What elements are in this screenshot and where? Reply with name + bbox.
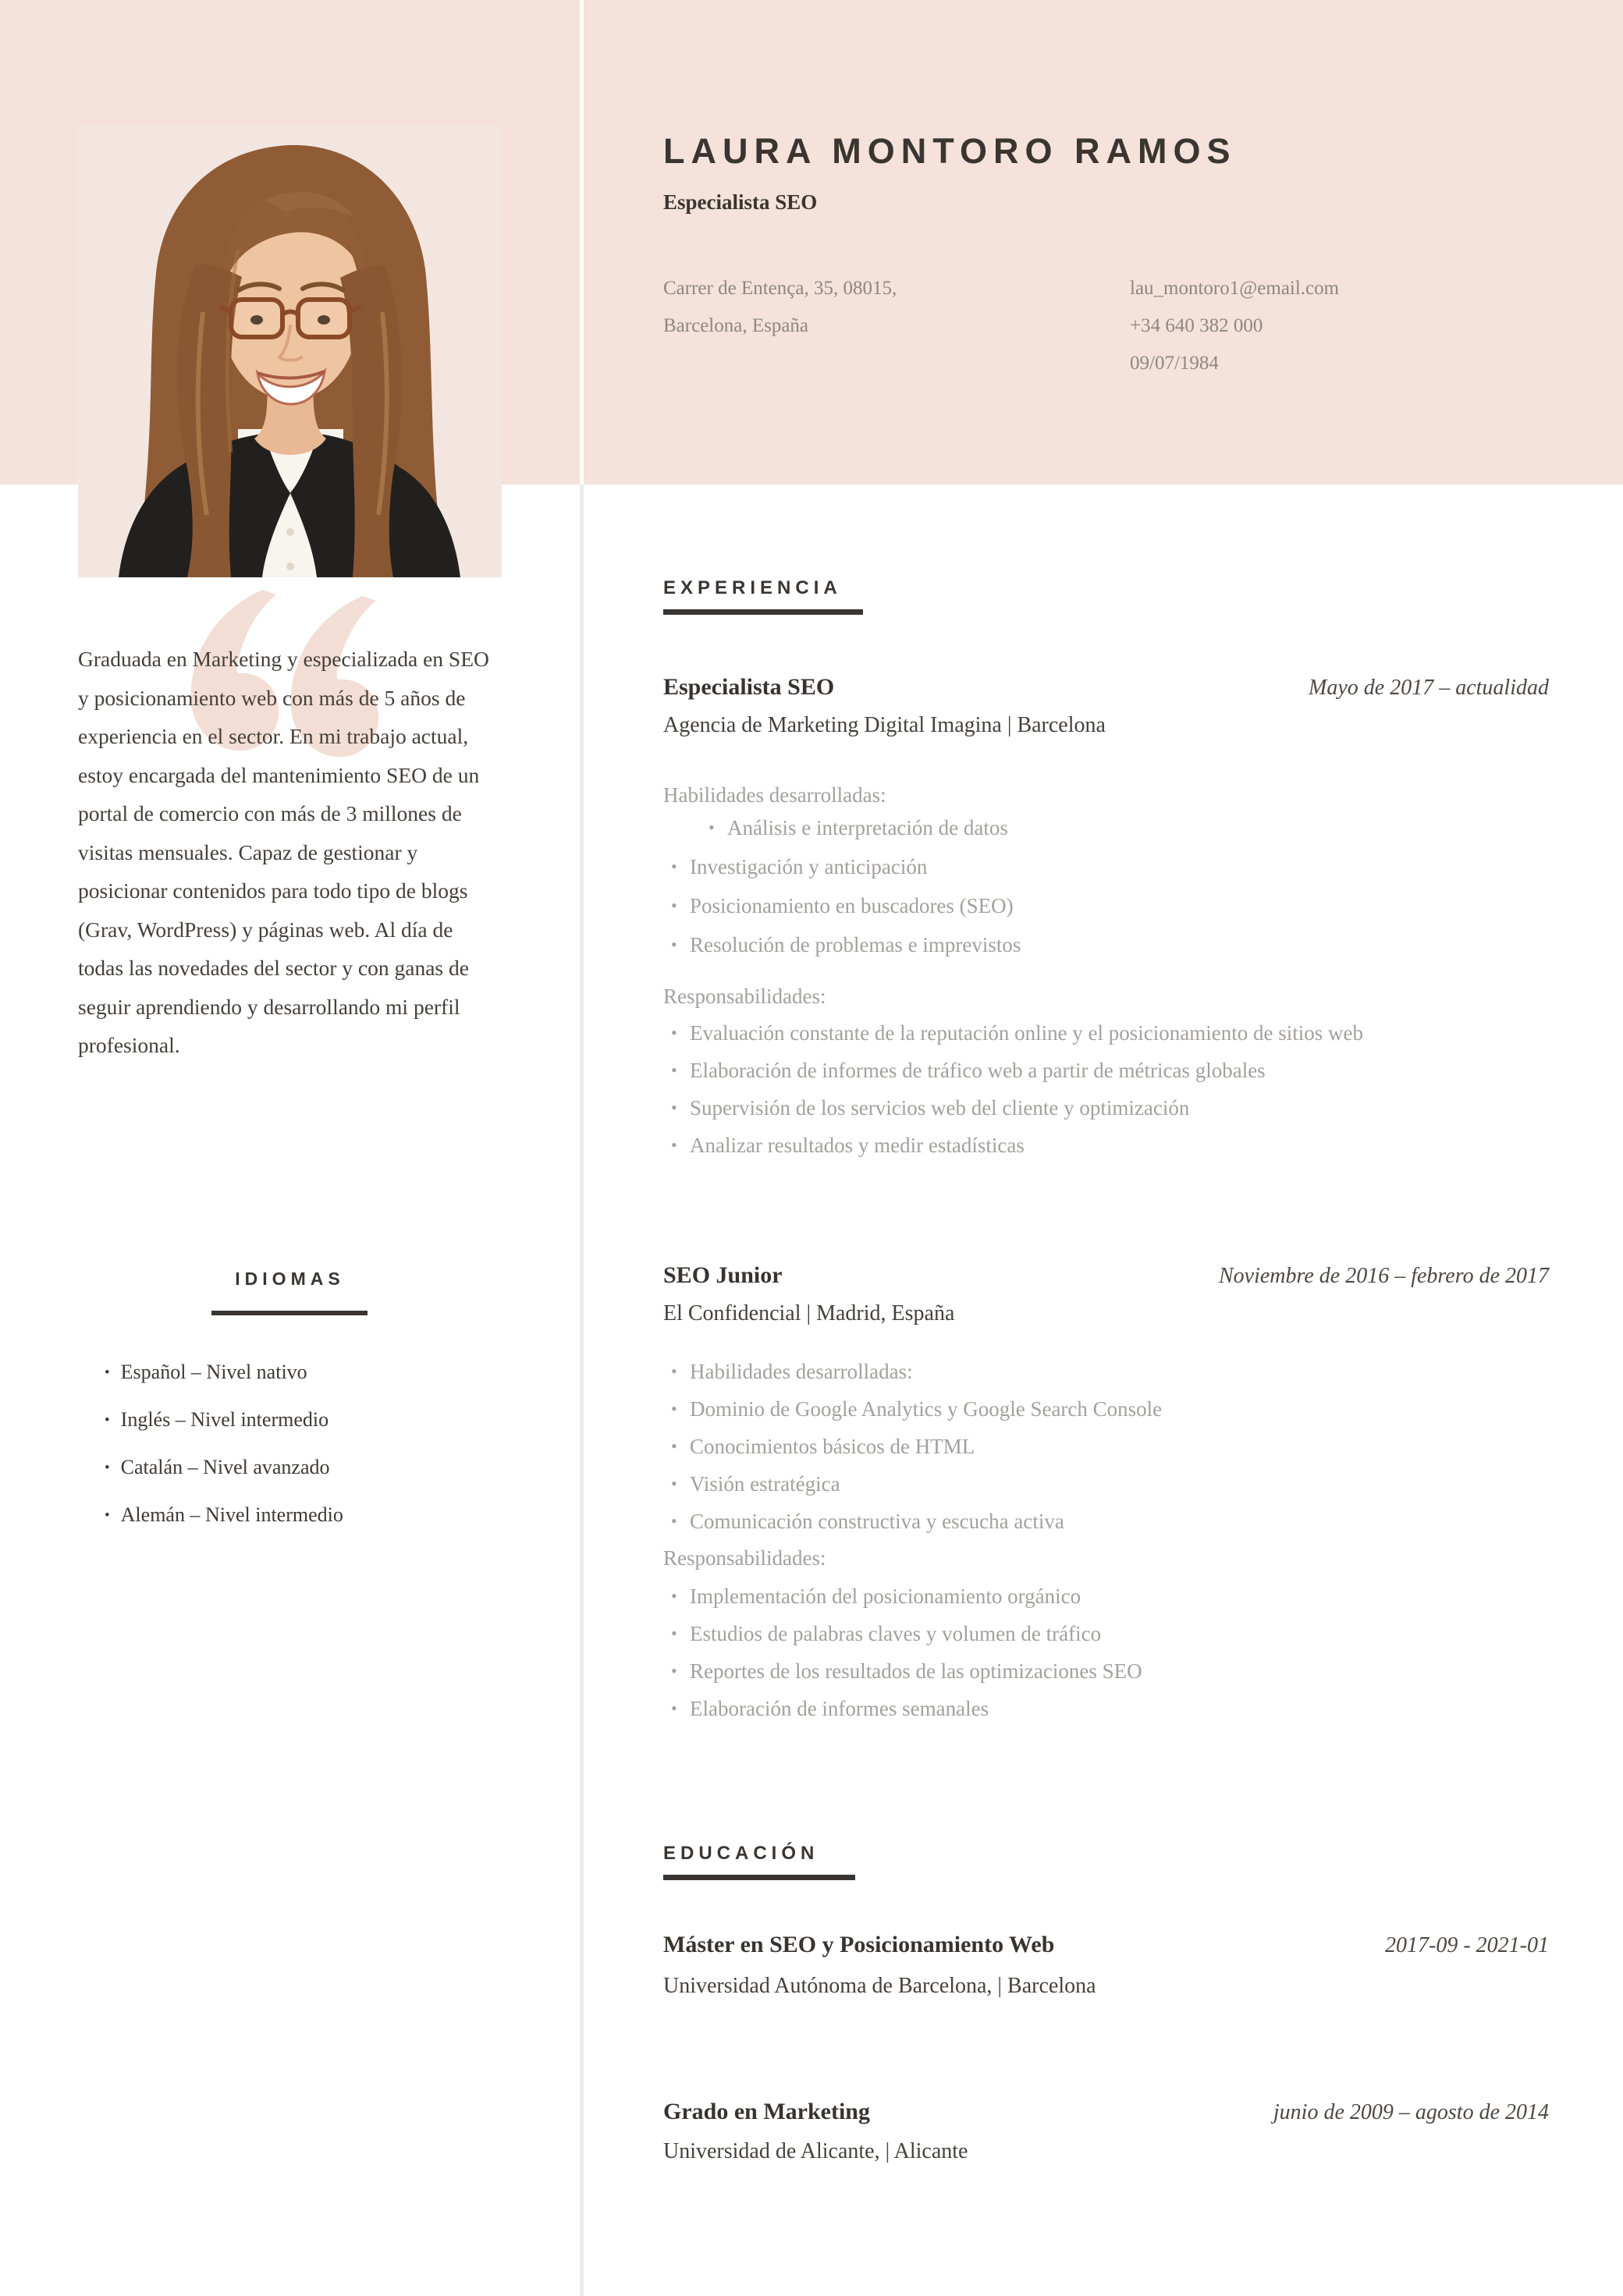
bullet-icon: • bbox=[671, 1060, 677, 1080]
section-underline-educacion bbox=[663, 1875, 855, 1880]
degree-title: Grado en Marketing bbox=[663, 2099, 870, 2124]
bullet-icon: • bbox=[671, 857, 677, 876]
job-company: El Confidencial | Madrid, España bbox=[663, 1301, 955, 1325]
bullet-icon: • bbox=[671, 1624, 677, 1643]
job-title-row bbox=[663, 674, 1549, 701]
bullet-icon: • bbox=[671, 1023, 677, 1042]
responsibilities-label: Responsabilidades: bbox=[663, 985, 826, 1008]
contact-block bbox=[1130, 270, 1551, 382]
bullet-icon: • bbox=[671, 896, 677, 915]
list-item-skill: • Dominio de Google Analytics y Google Search Console bbox=[663, 1390, 1549, 1428]
bullet-icon: • bbox=[671, 1661, 677, 1680]
list-item-responsibility: • Supervisión de los servicios web del cliente y optimización bbox=[663, 1089, 1549, 1127]
responsibilities-list bbox=[663, 1014, 1549, 1164]
job-company: Agencia de Marketing Digital Imagina | Barcelona bbox=[663, 713, 1106, 737]
list-item-responsibility: • Analizar resultados y medir estadísticas bbox=[663, 1127, 1549, 1164]
address-line-1: Carrer de Entença, 35, 08015, bbox=[663, 278, 897, 299]
education-title-row bbox=[663, 2099, 1549, 2125]
list-item-language: • Español – Nivel nativo bbox=[105, 1359, 542, 1387]
list-item-skill: • Conocimientos básicos de HTML bbox=[663, 1428, 1549, 1465]
job-dates: Mayo de 2017 – actualidad bbox=[1309, 676, 1549, 700]
job-position: Especialista SEO bbox=[663, 674, 835, 700]
bullet-icon: • bbox=[671, 1586, 677, 1606]
degree-dates: junio de 2009 – agosto de 2014 bbox=[1273, 2100, 1549, 2124]
list-item-skill: • Investigación y anticipación bbox=[663, 847, 1021, 886]
profile-summary: Graduada en Marketing y especializada en SEO y posicionamiento web con más de 5 años de experiencia en el sector. En mi trabajo actual, estoy encargada del mantenimiento SEO de un portal de comercio con más de 3 millones de visitas mensuales. Capaz de gestionar y posicionar contenidos para todo tipo de blogs (Grav, WordPress) y páginas web. Al día de todas las novedades del sector y con ganas de seguir aprendiendo y desarrollando mi perfil profesional. bbox=[78, 647, 489, 1057]
portrait-illustration bbox=[78, 125, 502, 577]
list-item-skill: • Resolución de problemas e imprevistos bbox=[663, 925, 1021, 964]
job-title-row bbox=[663, 1262, 1549, 1289]
list-item-responsibility: • Evaluación constante de la reputación online y el posicionamiento de sitios web bbox=[663, 1014, 1549, 1052]
section-underline-experiencia bbox=[663, 609, 863, 615]
bullet-icon: • bbox=[709, 818, 715, 837]
degree-title: Máster en SEO y Posicionamiento Web bbox=[663, 1932, 1055, 1957]
list-item-responsibility: • Estudios de palabras claves y volumen de tráfico bbox=[663, 1615, 1549, 1652]
birthdate-text: 09/07/1984 bbox=[1130, 353, 1219, 374]
section-heading-idiomas: IDIOMAS bbox=[235, 1269, 345, 1289]
skills-list bbox=[663, 808, 1021, 964]
bullet-icon: • bbox=[671, 1511, 677, 1531]
list-item-skill: • Visión estratégica bbox=[663, 1465, 1549, 1503]
bullet-icon: • bbox=[671, 1361, 677, 1381]
list-item-language: • Alemán – Nivel intermedio bbox=[105, 1502, 542, 1530]
list-item-skill: • Posicionamiento en buscadores (SEO) bbox=[663, 886, 1021, 925]
degree-school: Universidad de Alicante, | Alicante bbox=[663, 2139, 968, 2163]
job-title: Especialista SEO bbox=[663, 190, 818, 214]
job-dates: Noviembre de 2016 – febrero de 2017 bbox=[1218, 1264, 1549, 1288]
list-item-skill: • Habilidades desarrolladas: bbox=[663, 1353, 1549, 1390]
responsibilities-list bbox=[663, 1577, 1549, 1727]
profile-photo bbox=[78, 125, 502, 577]
language-list bbox=[105, 1359, 542, 1549]
header-pink-right bbox=[584, 0, 1623, 484]
column-divider bbox=[580, 484, 584, 2296]
responsibilities-label: Responsabilidades: bbox=[663, 1546, 826, 1570]
skills-label: Habilidades desarrolladas: bbox=[663, 783, 886, 807]
address-block bbox=[663, 270, 1100, 345]
skills-list bbox=[663, 1353, 1549, 1540]
list-item-responsibility: • Implementación del posicionamiento orgánico bbox=[663, 1577, 1549, 1615]
degree-school: Universidad Autónoma de Barcelona, | Barcelona bbox=[663, 1974, 1096, 1998]
email-text: lau_montoro1@email.com bbox=[1130, 278, 1340, 299]
education-title-row bbox=[663, 1932, 1549, 1958]
bullet-icon: • bbox=[671, 1698, 677, 1718]
list-item-responsibility: • Reportes de los resultados de las optimizaciones SEO bbox=[663, 1652, 1549, 1690]
list-item-responsibility: • Elaboración de informes de tráfico web a partir de métricas globales bbox=[663, 1052, 1549, 1089]
bullet-icon: • bbox=[671, 1135, 677, 1155]
list-item-responsibility: • Elaboración de informes semanales bbox=[663, 1690, 1549, 1727]
page-title-name: LAURA MONTORO RAMOS bbox=[663, 131, 1237, 171]
degree-dates: 2017-09 - 2021-01 bbox=[1385, 1933, 1549, 1957]
list-item-skill: • Comunicación constructiva y escucha activa bbox=[663, 1503, 1549, 1540]
bullet-icon: • bbox=[671, 1098, 677, 1117]
list-item-language: • Catalán – Nivel avanzado bbox=[105, 1454, 542, 1482]
list-item-skill: • Análisis e interpretación de datos bbox=[663, 808, 1021, 847]
bullet-icon: • bbox=[671, 1399, 677, 1418]
bullet-icon: • bbox=[671, 1474, 677, 1493]
bullet-icon: • bbox=[671, 935, 677, 954]
job-position: SEO Junior bbox=[663, 1262, 783, 1288]
section-heading-experiencia: EXPERIENCIA bbox=[663, 577, 842, 598]
section-underline-idiomas bbox=[211, 1311, 368, 1315]
address-line-2: Barcelona, España bbox=[663, 315, 809, 336]
list-item-language: • Inglés – Nivel intermedio bbox=[105, 1407, 542, 1435]
bullet-icon: • bbox=[671, 1436, 677, 1456]
phone-text: +34 640 382 000 bbox=[1130, 315, 1263, 336]
section-heading-educacion: EDUCACIÓN bbox=[663, 1843, 819, 1864]
